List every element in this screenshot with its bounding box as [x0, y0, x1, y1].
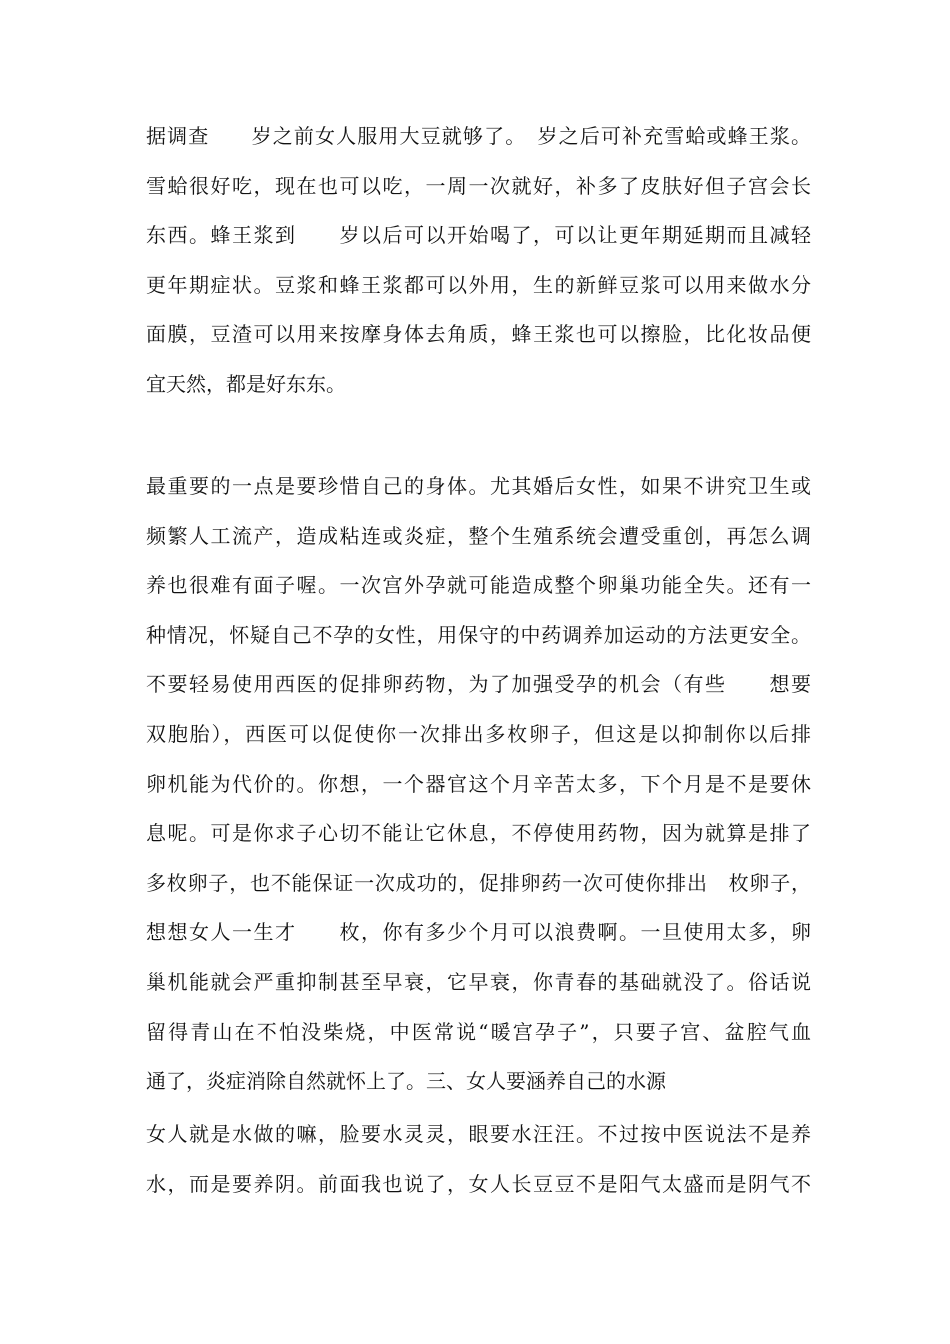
- text-line: 种情况，怀疑自己不孕的女性，用保守的中药调养加运动的方法更安全。: [146, 622, 811, 647]
- text-line: 双胞胎），西医可以促使你一次排出多枚卵子，但这是以抑制你以后排: [146, 721, 811, 746]
- text-line: 更年期症状。豆浆和蜂王浆都可以外用，生的新鲜豆浆可以用来做水分: [146, 272, 811, 297]
- text-line: 巢机能就会严重抑制甚至早衰，它早衰，你青春的基础就没了。俗话说: [146, 969, 811, 994]
- text-line: 雪蛤很好吃，现在也可以吃，一周一次就好，补多了皮肤好但子宫会长: [146, 173, 811, 198]
- text-line: 养也很难有面子喔。一次宫外孕就可能造成整个卵巢功能全失。还有一: [146, 573, 811, 598]
- text-line: 息呢。可是你求子心切不能让它休息，不停使用药物，因为就算是排了: [146, 821, 811, 846]
- text-line: 据调查 岁之前女人服用大豆就够了。 岁之后可补充雪蛤或蜂王浆。: [146, 124, 811, 148]
- text-line: 最重要的一点是要珍惜自己的身体。尤其婚后女性，如果不讲究卫生或: [146, 474, 811, 498]
- text-line: 多枚卵子，也不能保证一次成功的，促排卵药一次可使你排出 枚卵子，: [146, 870, 811, 895]
- paragraph-2: [146, 462, 811, 1107]
- text-line: 留得青山在不怕没柴烧，中医常说“暖宫孕子”，只要子宫、盆腔气血: [146, 1019, 811, 1044]
- text-line: 女人就是水做的嘛，脸要水灵灵，眼要水汪汪。不过按中医说法不是养: [146, 1122, 811, 1146]
- paragraph-3: [146, 1110, 811, 1209]
- text-line: 通了，炎症消除自然就怀上了。三、女人要涵养自己的水源: [146, 1069, 666, 1094]
- text-line: 频繁人工流产，造成粘连或炎症，整个生殖系统会遭受重创，再怎么调: [146, 523, 811, 548]
- text-line: 想想女人一生才 枚，你有多少个月可以浪费啊。一旦使用太多，卵: [146, 920, 811, 945]
- text-line: 面膜，豆渣可以用来按摩身体去角质，蜂王浆也可以擦脸，比化妆品便: [146, 322, 811, 347]
- text-line: 水，而是要养阴。前面我也说了，女人长豆豆不是阳气太盛而是阴气不: [146, 1171, 811, 1196]
- text-line: 宜天然，都是好东东。: [146, 371, 346, 396]
- text-line: 东西。蜂王浆到 岁以后可以开始喝了，可以让更年期延期而且减轻: [146, 223, 811, 248]
- text-line: 卵机能为代价的。你想，一个器官这个月辛苦太多，下个月是不是要休: [146, 771, 811, 796]
- paragraph-1: [146, 112, 811, 410]
- text-line: 不要轻易使用西医的促排卵药物，为了加强受孕的机会（有些 想要: [146, 672, 811, 697]
